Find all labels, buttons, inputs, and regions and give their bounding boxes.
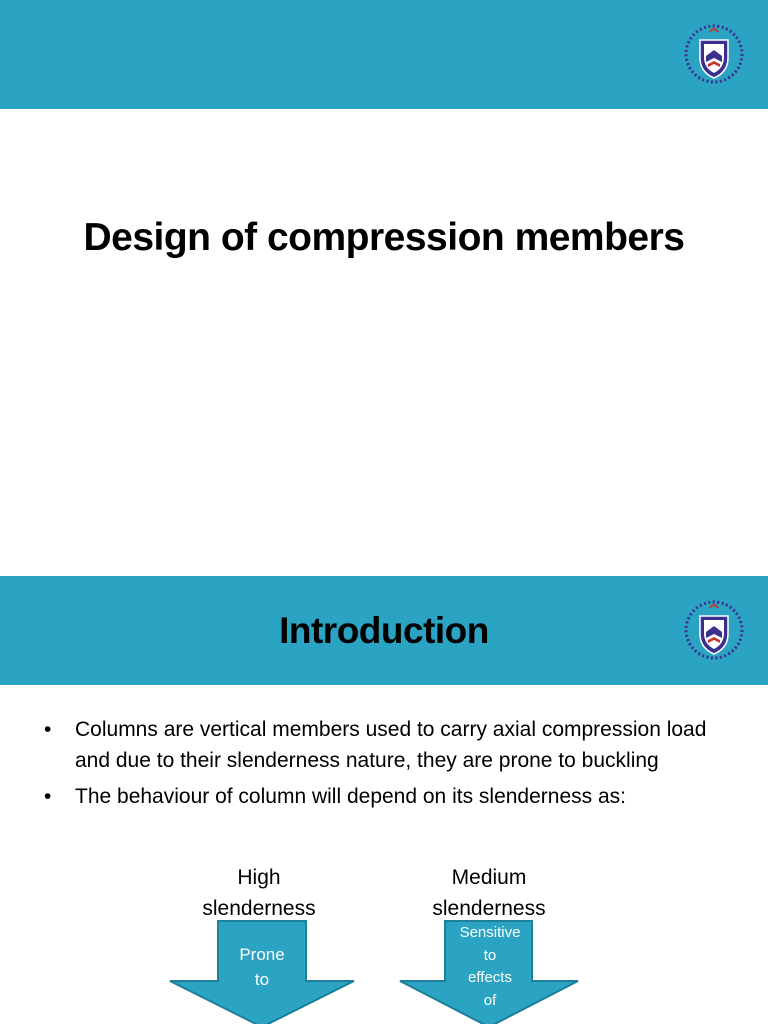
header-band — [0, 0, 768, 109]
bullet-text: The behaviour of column will depend on its slenderness as: — [75, 785, 626, 808]
slide-title-text: Introduction — [279, 610, 489, 651]
arrow-text-line: of — [483, 991, 497, 1009]
bullet-item — [44, 714, 724, 776]
arrow-text-line: to — [254, 970, 270, 989]
bullet-glyph: • — [44, 718, 52, 741]
arrow-text-line: Sensitive — [459, 924, 521, 941]
bullet-glyph: • — [44, 785, 52, 808]
arrow-text-line: effects — [468, 969, 512, 986]
bullet-list — [44, 714, 724, 817]
category-label-medium — [409, 862, 569, 924]
university-crest-icon — [682, 18, 746, 90]
bullet-item — [44, 781, 724, 812]
category-label-line: slenderness — [202, 897, 316, 920]
arrow-text-high — [218, 942, 306, 992]
arrow-text-medium — [447, 922, 533, 1012]
arrow-text-line: to — [483, 946, 497, 964]
category-label-line: Medium — [451, 866, 527, 889]
bullet-text: Columns are vertical members used to carry axial compression load and due to their slenderness nature, they are prone to buckling — [75, 718, 707, 772]
category-label-high — [179, 862, 339, 924]
slide-title-text: Design of compression members — [83, 216, 685, 259]
category-label-line: High — [237, 866, 281, 889]
slide-introduction — [0, 576, 768, 1024]
arrow-text-line: Prone — [239, 945, 285, 964]
category-label-line: slenderness — [432, 897, 546, 920]
